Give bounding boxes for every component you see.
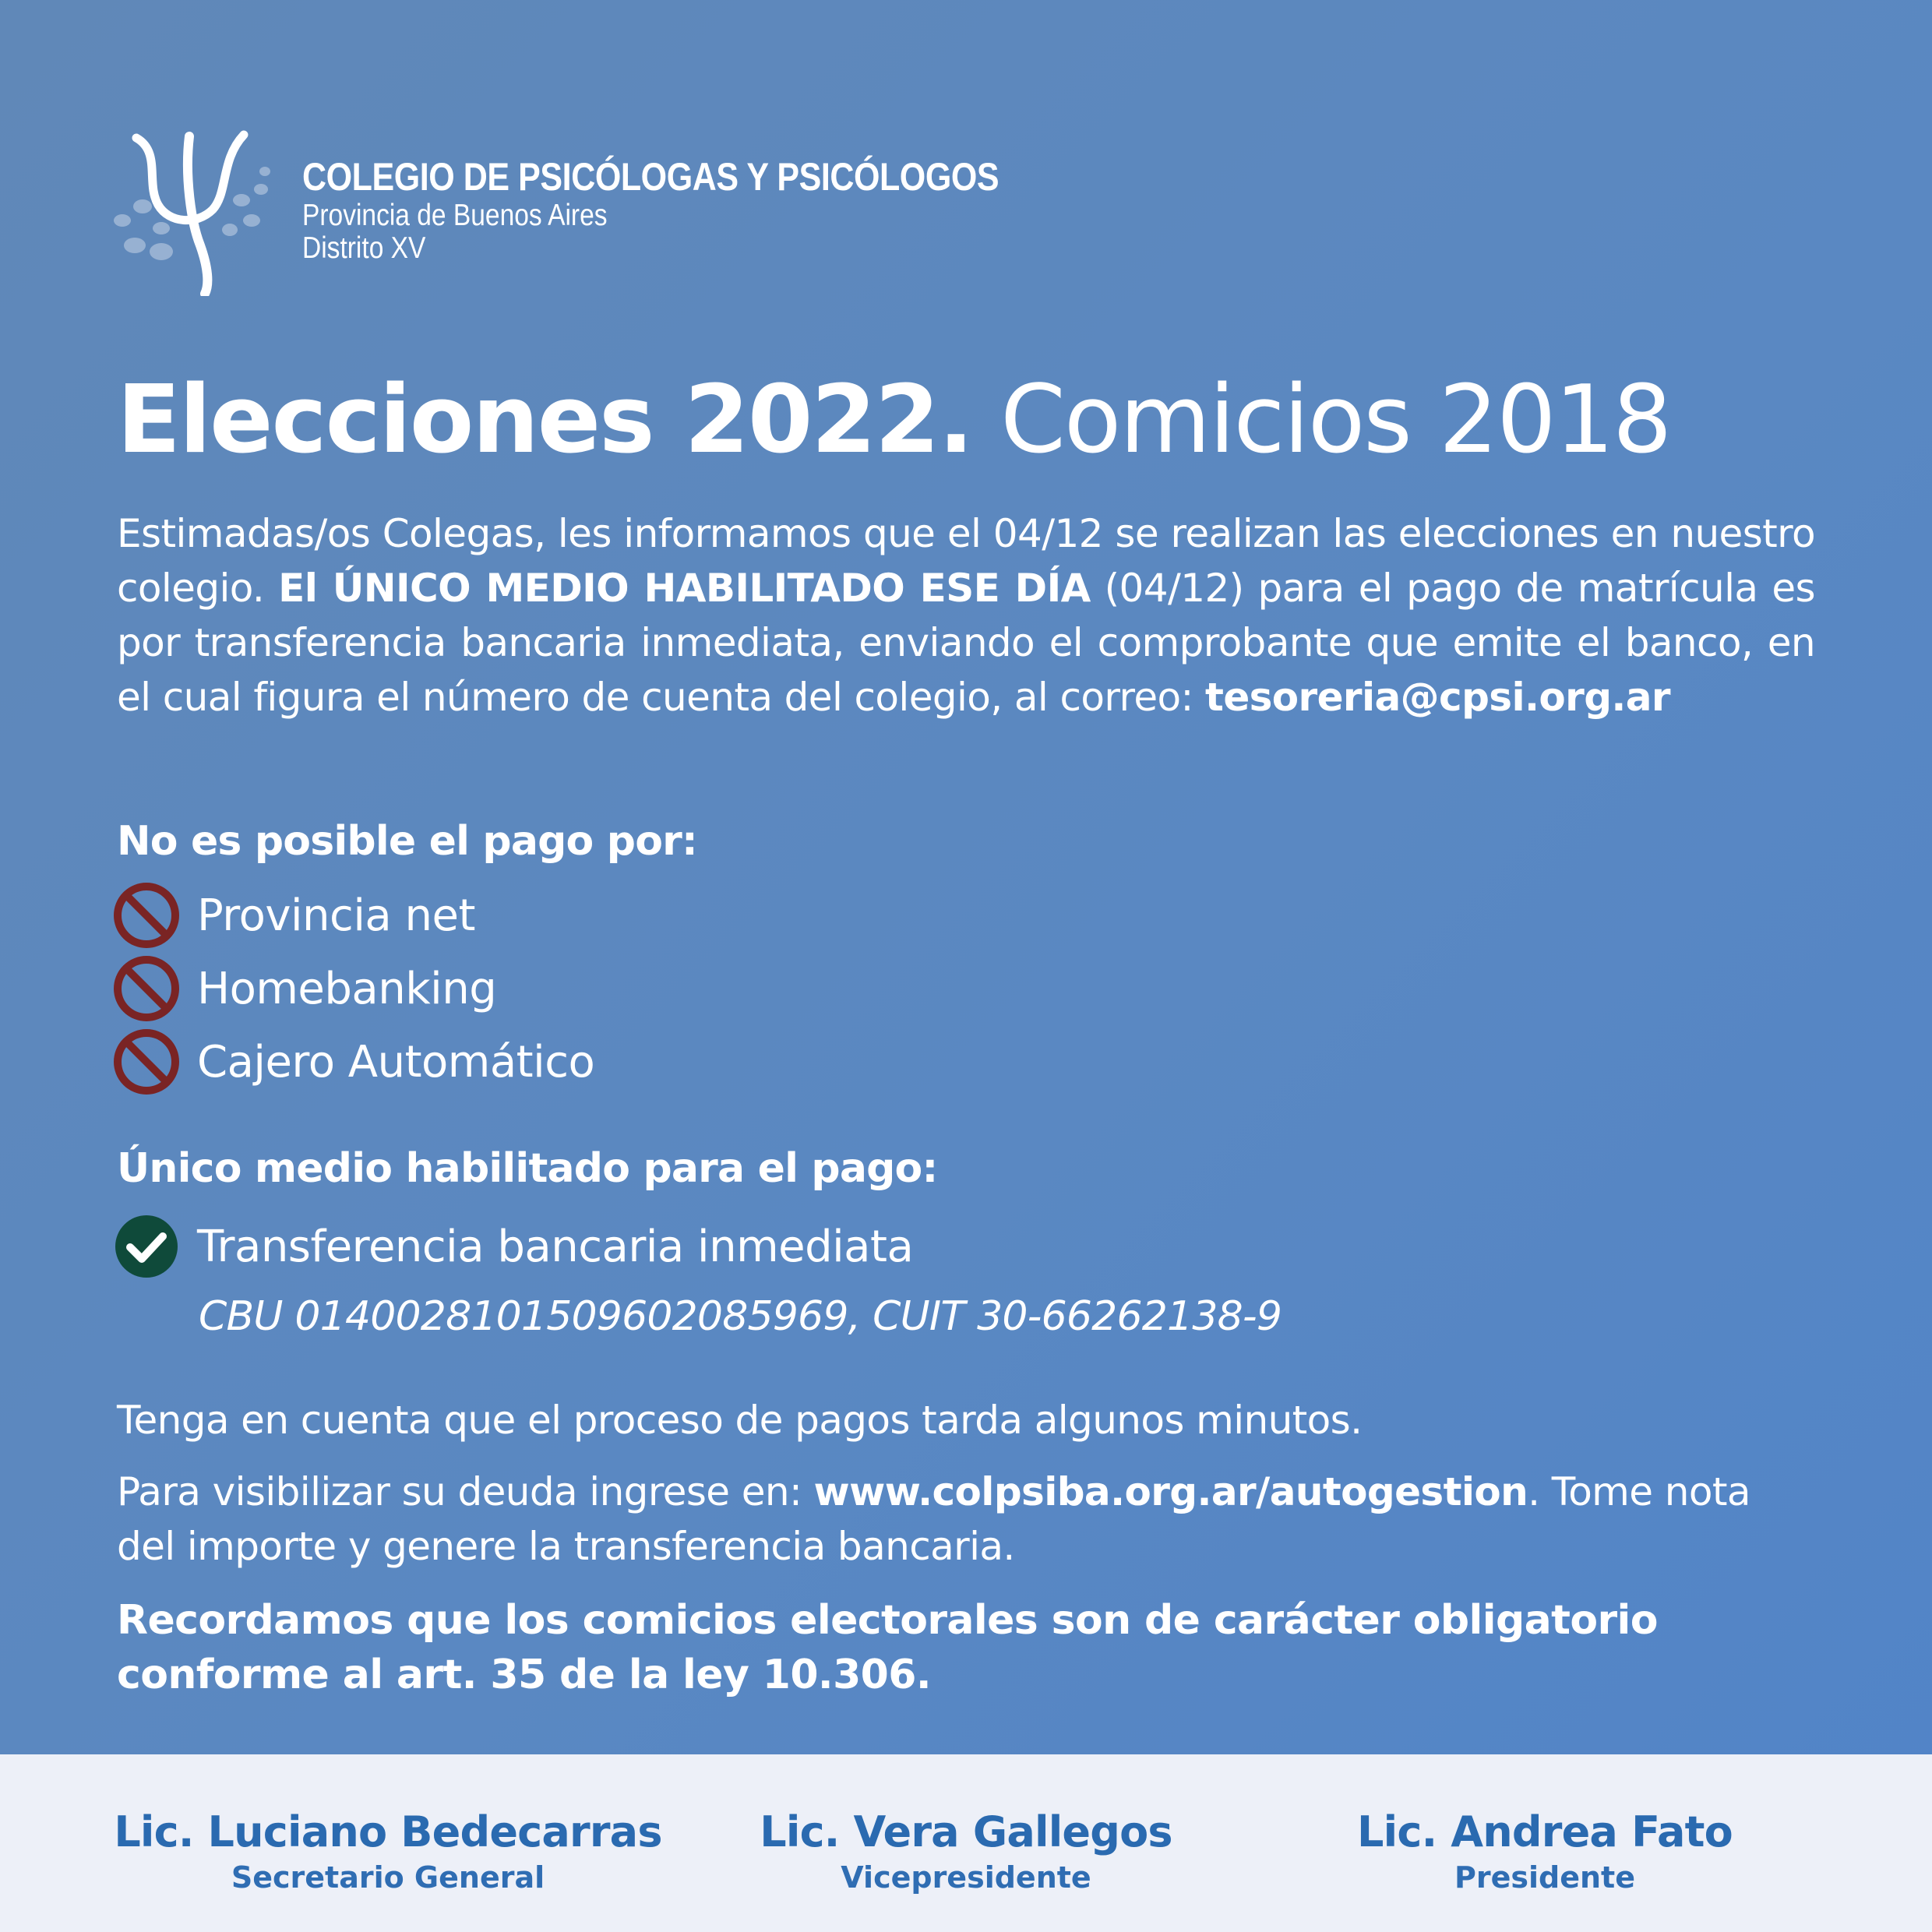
prohibited-icon <box>113 1028 180 1095</box>
intro-highlight: El ÚNICO MEDIO HABILITADO ESE DÍA <box>278 566 1091 611</box>
not-possible-item-label: Cajero Automático <box>197 1036 595 1088</box>
page-title <box>117 366 1670 475</box>
prohibited-icon <box>113 882 180 949</box>
signature-footer <box>0 1754 1932 1932</box>
check-circle-icon <box>113 1213 180 1280</box>
list-item <box>113 1211 913 1282</box>
signature-name: Lic. Andrea Fato <box>1357 1807 1733 1856</box>
allowed-heading: Único medio habilitado para el pago: <box>117 1145 938 1192</box>
self-service-link[interactable]: www.colpsiba.org.ar/autogestion <box>813 1469 1528 1514</box>
not-possible-item-label: Provincia net <box>197 890 475 941</box>
psi-logo-icon <box>113 129 277 296</box>
signature-role: Vicepresidente <box>841 1860 1091 1895</box>
signature-role: Secretario General <box>231 1860 545 1895</box>
debt-note-prefix: Para visibilizar su deuda ingrese en: <box>117 1469 814 1514</box>
allowed-item-label: Transferencia bancaria inmediata <box>197 1221 914 1272</box>
org-header <box>302 154 1112 265</box>
list-item <box>113 1027 594 1097</box>
debt-note-suffix: . Tome nota del importe y genere la transferencia bancaria. <box>117 1469 1750 1569</box>
not-possible-heading: No es posible el pago por: <box>117 818 697 865</box>
signature-role: Presidente <box>1454 1860 1635 1895</box>
mandatory-reminder: Recordamos que los comicios electorales son de carácter obligatorio conforme al art. 35 de la ley 10.306. <box>117 1597 1658 1698</box>
org-province: Provincia de Buenos Aires <box>302 199 608 232</box>
bank-account-details: CBU 0140028101509602085969, CUIT 30-66262138-9 <box>199 1293 1282 1340</box>
org-name: COLEGIO DE PSICÓLOGAS Y PSICÓLOGOS <box>302 155 999 199</box>
list-item <box>113 880 475 950</box>
signature-name: Lic. Vera Gallegos <box>760 1807 1172 1856</box>
debt-note <box>117 1465 1800 1574</box>
signature-secretary <box>92 1806 684 1896</box>
intro-text-2: (04/12) para el pago de matrícula es por transferencia bancaria inmediata, enviando el comprobante que emite el banco, en el cual figura el número de cuenta del colegio, al correo: <box>117 566 1815 720</box>
prohibited-icon <box>113 955 180 1022</box>
org-district: Distrito XV <box>302 231 426 265</box>
list-item <box>113 954 496 1024</box>
title-bold: Elecciones 2022. <box>117 366 972 474</box>
intro-text-1: Estimadas/os Colegas, les informamos que el 04/12 se realizan las elecciones en nuestro colegio. <box>117 511 1815 611</box>
signature-president <box>1249 1806 1841 1896</box>
intro-paragraph <box>117 506 1815 724</box>
title-light: Comicios 2018 <box>1000 366 1671 474</box>
not-possible-item-label: Homebanking <box>197 963 497 1014</box>
signature-name: Lic. Luciano Bedecarras <box>114 1807 662 1856</box>
processing-note: Tenga en cuenta que el proceso de pagos tarda algunos minutos. <box>117 1398 1363 1443</box>
signature-vicepresident <box>670 1806 1262 1896</box>
treasury-email: tesoreria@cpsi.org.ar <box>1205 675 1670 720</box>
